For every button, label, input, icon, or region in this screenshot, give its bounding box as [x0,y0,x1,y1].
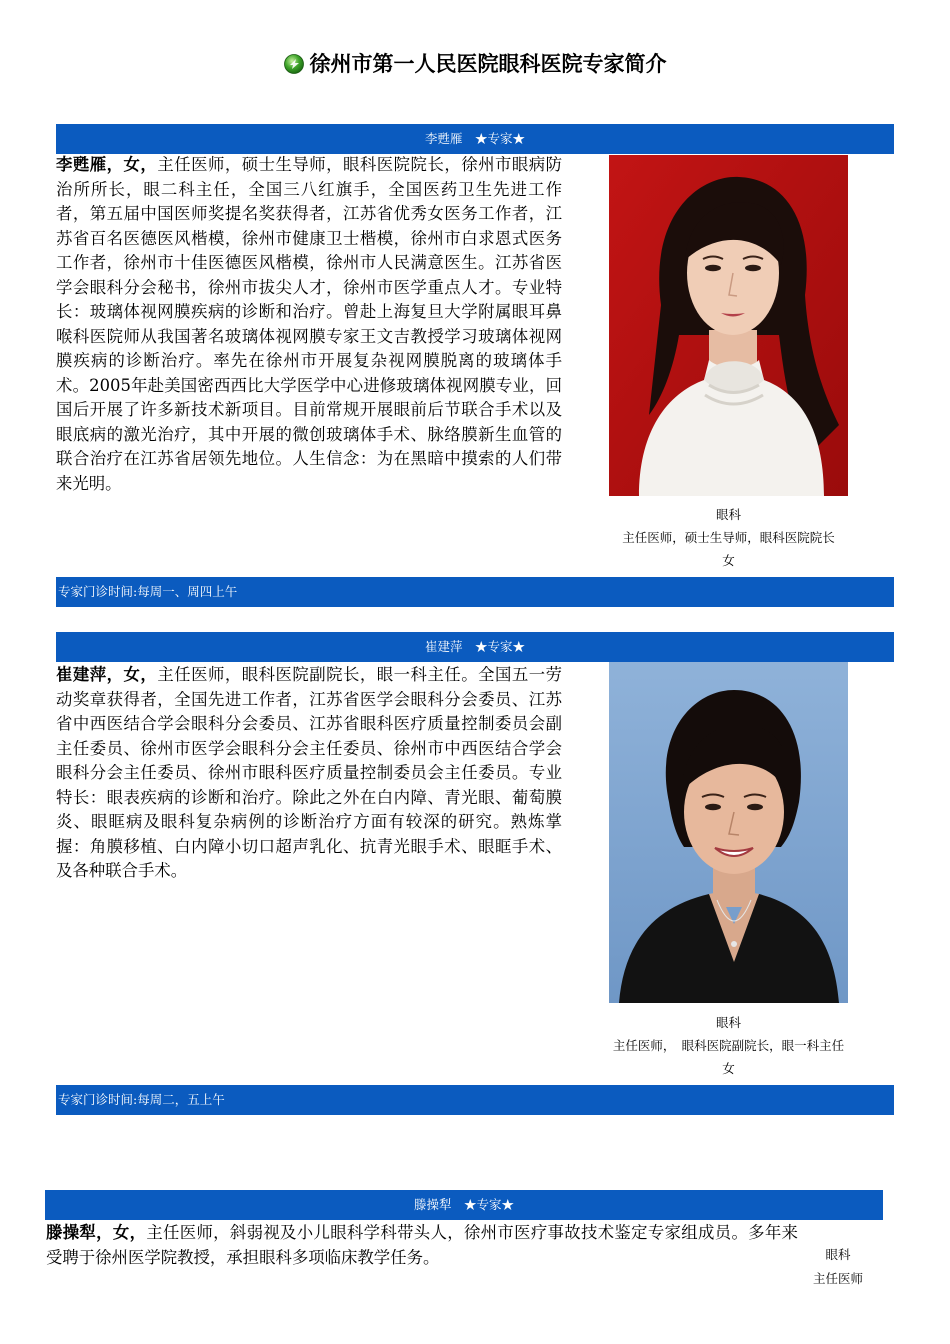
expert-3-caption [798,1243,878,1291]
expert-1-portrait [609,155,848,496]
expert-3-bio-text: 主任医师，斜弱视及小儿眼科学科带头人，徐州市医疗事故技术鉴定专家组成员。多年来受聘于徐州医学院教授，承担眼科多项临床教学任务。 [46,1223,798,1267]
expert-2-gender: 女 [722,1061,735,1076]
expert-1-name: 李甦雁，女， [56,155,158,174]
expert-1-photo [609,155,848,496]
expert-2-clinic-time: 专家门诊时间:每周二，五上午 [58,1092,225,1107]
expert-3-name: 滕操犁，女， [46,1223,147,1242]
expert-3-position: 主任医师 [812,1271,863,1286]
expert-2-header-bar [56,632,894,662]
expert-1-gender: 女 [722,553,735,568]
expert-1-clinic-bar [56,577,894,607]
expert-3-bio [46,1221,798,1270]
expert-2-photo [609,662,848,1003]
expert-2-bio-text: 主任医师，眼科医院副院长，眼一科主任。全国五一劳动奖章获得者，全国先进工作者，江苏省医学会眼科分会委员、江苏省中西医结合学会眼科分会委员、江苏省眼科医疗质量控制委员会副主任委员、徐州市医学会眼科分会主任委员、徐州市中西医结合学会眼科分会主任委员、徐州市眼科医疗质量控制委员会主任委员。专业特长：眼表疾病的诊断和治疗。除此之外在白内障、青光眼、葡萄膜炎、眼眶病及眼科复杂病例的诊断治疗方面有较深的研究。熟炼掌握：角膜移植、白内障小切口超声乳化、抗青光眼手术、眼眶手术、及各种联合手术。 [56,665,563,880]
expert-3-header-bar [45,1190,883,1220]
expert-1-bio-text: 主任医师，硕士生导师，眼科医院院长，徐州市眼病防治所所长，眼二科主任，全国三八红旗手，全国医药卫生先进工作者，第五届中国医师奖提名奖获得者，江苏省优秀女医务工作者，江苏省百名医德医风楷模，徐州市健康卫士楷模，徐州市白求恩式医务工作者，徐州市十佳医德医风楷模，徐州市人民满意医生。江苏省医学会眼科分会秘书，徐州市拔尖人才，徐州市医学重点人才。专业特长：玻璃体视网膜疾病的诊断和治疗。曾赴上海复旦大学附属眼耳鼻喉科医院师从我国著名玻璃体视网膜专家王文吉教授学习玻璃体视网膜疾病的诊断治疗。率先在徐州市开展复杂视网膜脱离的玻璃体手术。2005年赴美国密西西比大学医学中心进修玻璃体视网膜专业，回国后开展了许多新技术新项目。目前常规开展眼前后节联合手术以及眼底病的激光治疗，其中开展的微创玻璃体手术、脉络膜新生血管的联合治疗在江苏省居领先地位。人生信念：为在黑暗中摸索的人们带来光明。 [56,155,563,493]
expert-2-header: 崔建萍 ★专家★ [424,639,525,654]
expert-1-bio [56,153,562,496]
expert-2-name: 崔建萍，女， [56,665,158,684]
expert-1-caption [588,503,869,572]
page-title-text: 徐州市第一人民医院眼科医院专家简介 [309,52,667,76]
green-bullet-icon [284,54,304,74]
expert-2-dept: 眼科 [715,1015,741,1030]
expert-3-header: 滕操犁 ★专家★ [413,1197,514,1212]
expert-2-clinic-bar [56,1085,894,1115]
expert-1-header: 李甦雁 ★专家★ [424,131,525,146]
expert-2-caption [588,1011,869,1080]
expert-2-position: 主任医师， 眼科医院副院长，眼一科主任 [612,1038,845,1053]
expert-1-position: 主任医师，硕士生导师，眼科医院院长 [622,530,835,545]
expert-3-dept: 眼科 [825,1247,851,1262]
expert-2-portrait [609,662,848,1003]
expert-1-clinic-time: 专家门诊时间:每周一、周四上午 [58,584,238,599]
expert-1-header-bar [56,124,894,154]
expert-1-dept: 眼科 [715,507,741,522]
page-title [0,48,950,78]
expert-2-bio [56,663,562,884]
